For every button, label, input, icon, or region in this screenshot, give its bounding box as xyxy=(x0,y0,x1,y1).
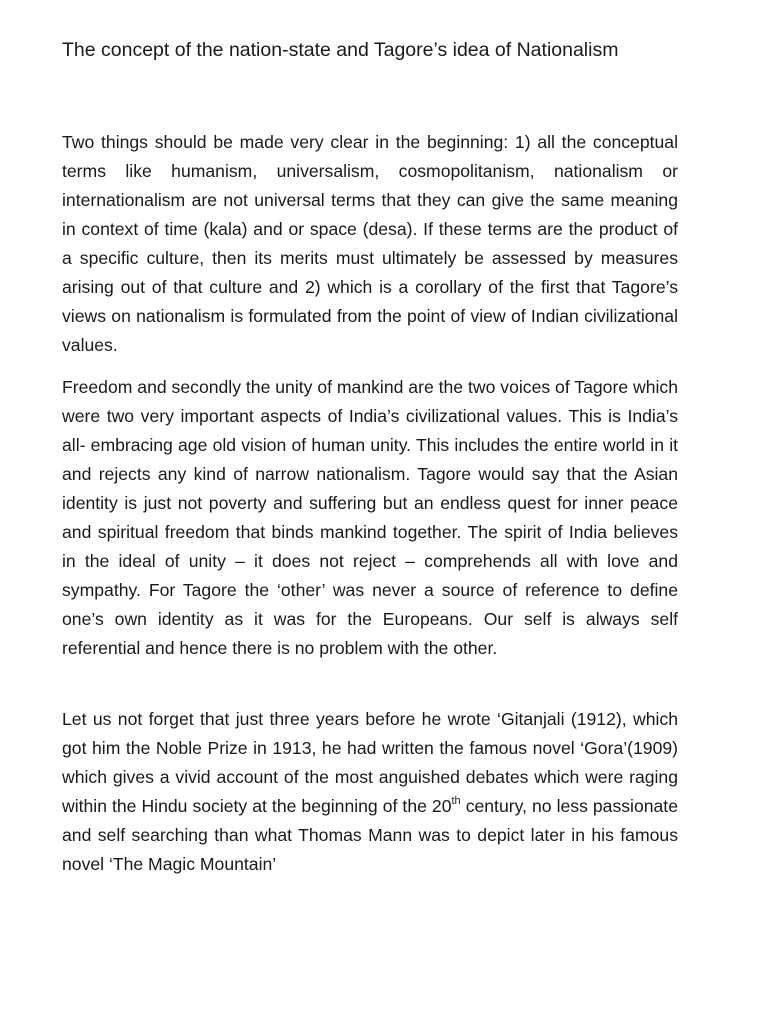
paragraph-3-text-end: century, no less passionate and self searching than what Thomas Mann was to depict later in his famous novel ‘The Magic Mountain’ xyxy=(62,796,678,874)
paragraph-3-text-start: Let us not forget that just three years before he wrote ‘Gitanjali (1912), which got him the Noble Prize in 1913, he had written the famous novel ‘Gora’(1909) which gives a vivid account of the most anguished debates which were raging within the Hindu society at the beginning of the 20 xyxy=(62,709,678,816)
paragraph-1: Two things should be made very clear in the beginning: 1) all the conceptual terms like humanism, universalism, cosmopolitanism, nationalism or internationalism are not universal terms that they can give the same meaning in context of time (kala) and or space (desa). If these terms are the product of a specific culture, then its merits must ultimately be assessed by measures arising out of that culture and 2) which is a corollary of the first that Tagore’s views on nationalism is formulated from the point of view of Indian civilizational values. xyxy=(62,132,678,355)
paragraph-2: Freedom and secondly the unity of mankind are the two voices of Tagore which were two very important aspects of India’s civilizational values. This is India’s all- embracing age old vision of human unity. This includes the entire world in it and rejects any kind of narrow nationalism. Tagore would say that the Asian identity is just not poverty and suffering but an endless quest for inner peace and spiritual freedom that binds mankind together. The spirit of India believes in the ideal of unity – it does not reject – comprehends all with love and sympathy. For Tagore the ‘other’ was never a source of reference to define one’s own identity as it was for the Europeans. Our self is always self referential and hence there is no problem with the other. xyxy=(62,377,678,658)
paragraph-3 xyxy=(62,705,678,879)
document-title: The concept of the nation-state and Tagore’s idea of Nationalism xyxy=(62,39,619,61)
ordinal-superscript: th xyxy=(451,795,461,808)
